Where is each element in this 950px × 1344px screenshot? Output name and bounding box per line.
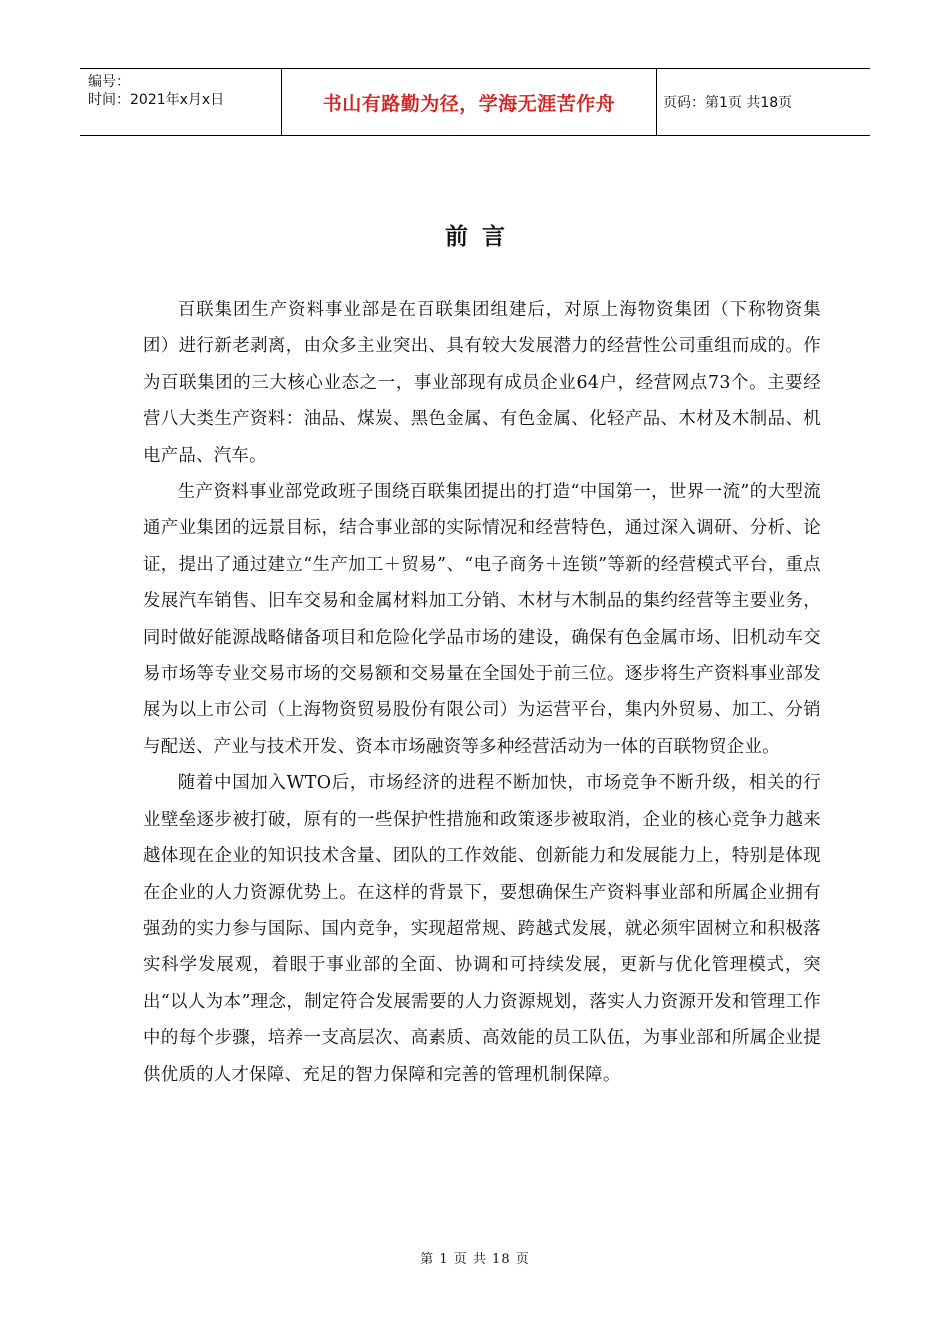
body-paragraph-1: 百联集团生产资料事业部是在百联集团组建后，对原上海物资集团（下称物资集团）进行新老剥离，由众多主业突出、具有较大发展潜力的经营性公司重组而成的。作为百联集团的三大核心业态之一，事业部现有成员企业64户，经营网点73个。主要经营八大类生产资料：油品、煤炭、黑色金属、有色金属、化轻产品、木材及木制品、机电产品、汽车。 (143, 300, 821, 466)
document-number-label: 编号： (88, 74, 130, 90)
page-title: 前言 (445, 224, 519, 250)
document-body (143, 292, 821, 1093)
page-footer: 第 1 页 共 18 页 (420, 1252, 530, 1267)
document-date-label: 时间：2021年x月x日 (88, 92, 225, 108)
header-page-number: 页码：第1页 共18页 (663, 95, 793, 111)
body-paragraph-2: 生产资料事业部党政班子围绕百联集团提出的打造“中国第一，世界一流”的大型流通产业集团的远景目标，结合事业部的实际情况和经营特色，通过深入调研、分析、论证，提出了通过建立“生产加工＋贸易”、“电子商务＋连锁”等新的经营模式平台，重点发展汽车销售、旧车交易和金属材料加工分销、木材与木制品的集约经营等主要业务，同时做好能源战略储备项目和危险化学品市场的建设，确保有色金属市场、旧机动车交易市场等专业交易市场的交易额和交易量在全国处于前三位。逐步将生产资料事业部发展为以上市公司（上海物资贸易股份有限公司）为运营平台，集内外贸易、加工、分销与配送、产业与技术开发、资本市场融资等多种经营活动为一体的百联物贸企业。 (143, 482, 821, 757)
header-motto: 书山有路勤为径，学海无涯苦作舟 (282, 69, 657, 135)
document-header (80, 68, 870, 136)
body-paragraph-3: 随着中国加入WTO后，市场经济的进程不断加快，市场竞争不断升级，相关的行业壁垒逐步被打破，原有的一些保护性措施和政策逐步被取消，企业的核心竞争力越来越体现在企业的知识技术含量、团队的工作效能、创新能力和发展能力上，特别是体现在企业的人力资源优势上。在这样的背景下，要想确保生产资料事业部和所属企业拥有强劲的实力参与国际、国内竞争，实现超常规、跨越式发展，就必须牢固树立和积极落实科学发展观，着眼于事业部的全面、协调和可持续发展，更新与优化管理模式，突出“以人为本”理念，制定符合发展需要的人力资源规划，落实人力资源开发和管理工作中的每个步骤，培养一支高层次、高素质、高效能的员工队伍，为事业部和所属企业提供优质的人才保障、充足的智力保障和完善的管理机制保障。 (143, 773, 821, 1085)
header-meta (80, 69, 282, 135)
